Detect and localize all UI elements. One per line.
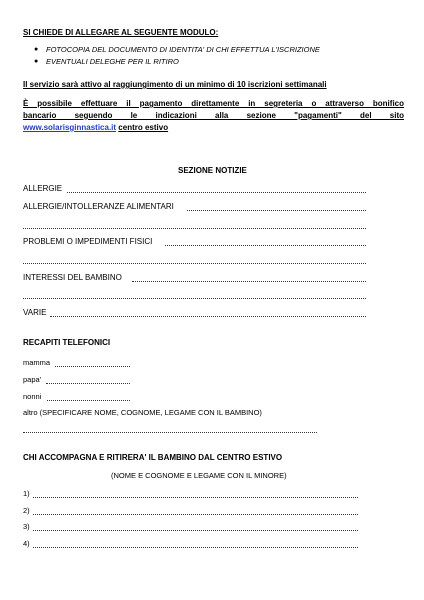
attachment-item-2: EVENTUALI DELEGHE PER IL RITIRO xyxy=(46,57,179,66)
mamma-field[interactable] xyxy=(55,366,130,367)
allergie-label: ALLERGIE xyxy=(23,184,63,193)
payment-line-3-rest: centro estivo xyxy=(118,123,169,132)
bullet-icon: ● xyxy=(34,46,39,53)
contacts-title: RECAPITI TELEFONICI xyxy=(23,338,111,347)
problemi-field-line-2[interactable] xyxy=(23,263,366,264)
payment-line-3 xyxy=(23,123,168,133)
interessi-label: INTERESSI DEL BAMBINO xyxy=(23,273,122,282)
pickup-row-2-field[interactable] xyxy=(33,514,358,515)
bullet-icon: ● xyxy=(34,58,39,65)
attachment-item-1: FOTOCOPIA DEL DOCUMENTO DI IDENTITA' DI CHI EFFETTUA L'ISCRIZIONE xyxy=(46,45,320,54)
papa-field[interactable] xyxy=(46,383,130,384)
pickup-row-1-field[interactable] xyxy=(33,497,358,498)
interessi-field-line-2[interactable] xyxy=(23,298,366,299)
problemi-field[interactable] xyxy=(165,245,366,246)
notes-section-title: SEZIONE NOTIZIE xyxy=(178,166,247,175)
altro-field[interactable] xyxy=(23,432,317,433)
pickup-row-3-field[interactable] xyxy=(33,530,358,531)
altro-label: altro (SPECIFICARE NOME, COGNOME, LEGAME CON IL BAMBINO) xyxy=(23,408,262,417)
interessi-field[interactable] xyxy=(132,281,366,282)
varie-field[interactable] xyxy=(50,316,366,317)
attachments-heading: SI CHIEDE DI ALLEGARE AL SEGUENTE MODULO: xyxy=(23,28,219,37)
intolleranze-field[interactable] xyxy=(187,210,366,211)
pickup-title: CHI ACCOMPAGNA E RITIRERA' IL BAMBINO DAL CENTRO ESTIVO xyxy=(23,453,283,462)
allergie-field[interactable] xyxy=(67,192,366,193)
site-link[interactable]: www.solarisginnastica.it xyxy=(23,123,117,132)
service-note: Il servizio sarà attivo al raggiungimento di un minimo di 10 iscrizioni settimanali xyxy=(23,80,327,89)
problemi-label: PROBLEMI O IMPEDIMENTI FISICI xyxy=(23,237,153,246)
payment-line-2: bancario seguendo le indicazioni alla sezione "pagamenti" del sito xyxy=(23,111,404,120)
pickup-row-1-label: 1) xyxy=(23,489,30,498)
pickup-row-3-label: 3) xyxy=(23,522,30,531)
pickup-row-4-label: 4) xyxy=(23,539,30,548)
pickup-row-2-label: 2) xyxy=(23,506,30,515)
pickup-row-4-field[interactable] xyxy=(33,547,358,548)
payment-line-1: È possibile effettuare il pagamento direttamente in segreteria o attraverso bonifico xyxy=(23,99,404,108)
mamma-label: mamma xyxy=(23,358,51,367)
pickup-subtitle: (NOME E COGNOME E LEGAME CON IL MINORE) xyxy=(111,471,287,480)
nonni-label: nonni xyxy=(23,392,42,401)
intolleranze-field-line-2[interactable] xyxy=(23,228,366,229)
papa-label: papa' xyxy=(23,375,42,384)
varie-label: VARIE xyxy=(23,308,47,317)
intolleranze-label: ALLERGIE/INTOLLERANZE ALIMENTARI xyxy=(23,202,174,211)
nonni-field[interactable] xyxy=(47,400,130,401)
